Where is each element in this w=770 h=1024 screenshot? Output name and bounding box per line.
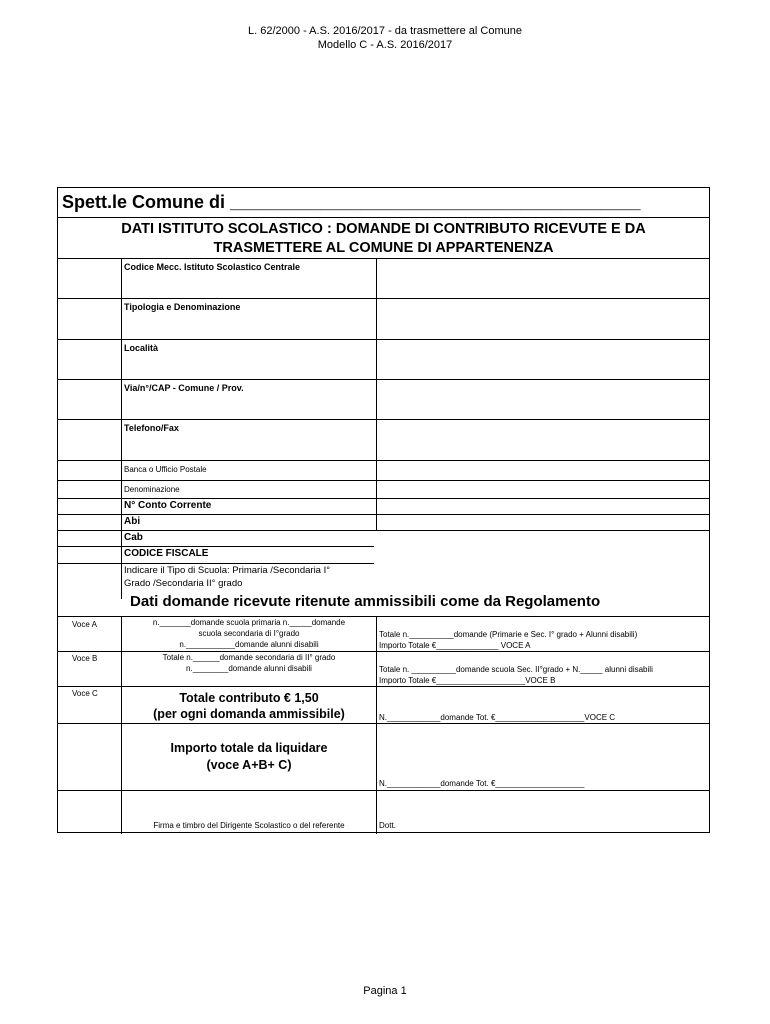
voce-a-right-2: Importo Totale €______________ VOCE A [379,641,531,650]
voce-b-right-2: Importo Totale €____________________VOCE B [379,676,556,685]
field-label-codice: Codice Mecc. Istituto Scolastico Centrale [124,262,301,272]
header-line-1: L. 62/2000 - A.S. 2016/2017 - da trasmettere al Comune [248,25,522,37]
field-label-abi: Abi [124,516,141,527]
totale-right: N.____________domande Tot. €____________________ [379,779,585,788]
voce-b-left-2: n.________domande alunni disabili [186,664,312,673]
section-domande-title: Dati domande ricevute ritenute ammissibili come da Regolamento [130,593,601,610]
firma-dott: Dott. [379,821,396,830]
voce-b-right-1: Totale n. __________domande scuola Sec. II°grado + N._____ alunni disabili [379,665,653,674]
voce-a-left-2: scuola secondaria di I°grado [198,629,300,638]
header-line-2: Modello C - A.S. 2016/2017 [317,39,453,51]
application-form [57,187,710,833]
field-label-telefono: Telefono/Fax [124,423,179,433]
voce-c-right: N.____________domande Tot. €____________________VOCE C [379,713,616,722]
form-title: Spett.le Comune di _________________________________________ [62,192,641,212]
totale-left-2: (voce A+B+ C) [206,758,292,772]
voce-a-left-1: n._______domande scuola primaria n._____domande [152,618,346,627]
page-number: Pagina 1 [363,985,407,997]
voce-a-right-1: Totale n.__________domande (Primarie e Sec. I° grado + Alunni disabili) [379,630,638,639]
field-label-tipo-scuola-1: Indicare il Tipo di Scuola: Primaria /Secondaria I° [124,565,331,576]
voce-a-label: Voce A [72,620,97,629]
field-label-tipo-scuola-2: Grado /Secondaria II° grado [124,578,243,589]
voce-c-label: Voce C [72,689,98,698]
voce-c-left-2: (per ogni domanda ammissibile) [153,707,345,721]
voce-b-left-1: Totale n.______domande secondaria di II° grado [162,653,336,662]
field-label-cab: Cab [124,532,143,543]
section-institute-title: DATI ISTITUTO SCOLASTICO : DOMANDE DI CONTRIBUTO RICEVUTE E DA TRASMETTERE AL COMUNE DI APPARTENENZA [121,221,646,256]
field-label-codice-fiscale: CODICE FISCALE [124,548,209,559]
field-label-banca: Banca o Ufficio Postale [124,465,207,474]
voce-a-left-3: n.___________domande alunni disabili [179,640,319,649]
voce-c-left-1: Totale contributo € 1,50 [179,691,319,705]
firma-label: Firma e timbro del Dirigente Scolastico o del referente [153,821,345,830]
voce-b-label: Voce B [72,654,98,663]
field-label-via: Via/n°/CAP - Comune / Prov. [124,383,244,393]
field-label-denominazione: Denominazione [124,485,180,494]
totale-left-1: Importo totale da liquidare [170,741,328,755]
field-label-tipologia: Tipologia e Denominazione [124,302,241,312]
field-label-conto: N° Conto Corrente [124,500,212,511]
field-label-localita: Località [124,343,159,353]
